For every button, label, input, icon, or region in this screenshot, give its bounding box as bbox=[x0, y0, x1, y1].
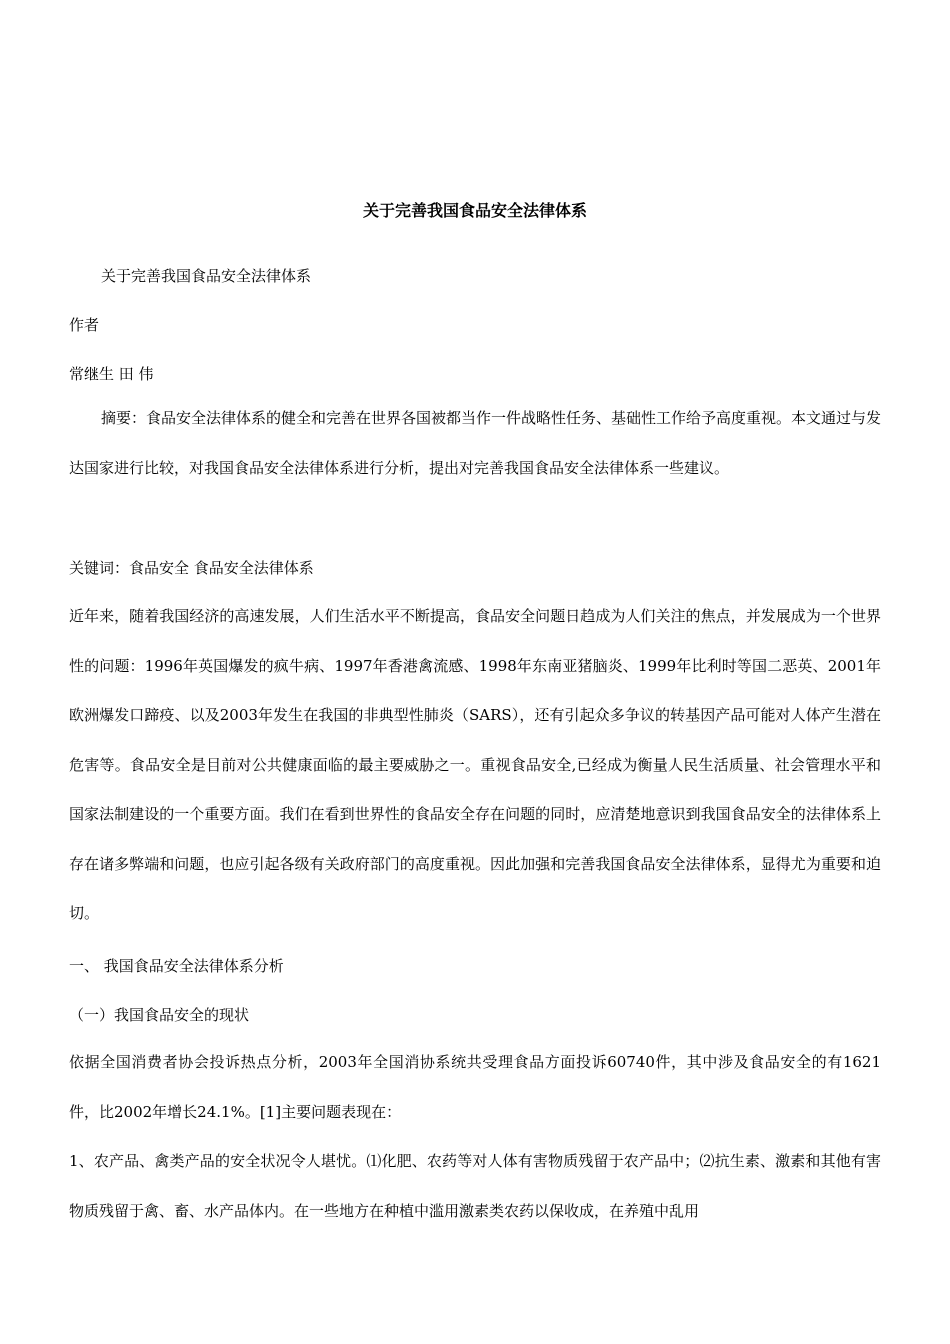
keywords-line: 关键词：食品安全 食品安全法律体系 bbox=[69, 559, 314, 577]
subsection-heading: （一）我国食品安全的现状 bbox=[69, 1006, 250, 1024]
document-subtitle: 关于完善我国食品安全法律体系 bbox=[101, 267, 312, 285]
document-title: 关于完善我国食品安全法律体系 bbox=[362, 201, 587, 220]
abstract-paragraph: 摘要：食品安全法律体系的健全和完善在世界各国被都当作一件战略性任务、基础性工作给予高度重视。本文通过与发达国家进行比较，对我国食品安全法律体系进行分析，提出对完善我国食品安全法律体系一些建议。 bbox=[69, 409, 882, 477]
author-names: 常继生 田 伟 bbox=[69, 365, 154, 383]
author-label: 作者 bbox=[69, 316, 100, 334]
item-paragraph: 1、农产品、禽类产品的安全状况令人堪忧。⑴化肥、农药等对人体有害物质残留于农产品中；⑵抗生素、激素和其他有害物质残留于禽、畜、水产品体内。在一些地方在种植中滥用激素类农药以保收成，在养殖中乱用 bbox=[69, 1152, 881, 1220]
intro-paragraph: 近年来，随着我国经济的高速发展，人们生活水平不断提高，食品安全问题日趋成为人们关注的焦点，并发展成为一个世界性的问题：1996年英国爆发的疯牛病、1997年香港禽流感、1998年东南亚猪脑炎、1999年比利时等国二恶英、2001年欧洲爆发口蹄疫、以及2003年发生在我国的非典型性肺炎（SARS），还有引起众多争议的转基因产品可能对人体产生潜在危害等。食品安全是目前对公共健康面临的最主要威胁之一。重视食品安全,已经成为衡量人民生活质量、社会管理水平和国家法制建设的一个重要方面。我们在看到世界性的食品安全存在问题的同时，应清楚地意识到我国食品安全的法律体系上存在诸多弊端和问题，也应引起各级有关政府部门的高度重视。因此加强和完善我国食品安全法律体系，显得尤为重要和迫切。 bbox=[69, 607, 881, 922]
stats-paragraph: 依据全国消费者协会投诉热点分析，2003年全国消协系统共受理食品方面投诉60740件，其中涉及食品安全的有1621件，比2002年增长24.1%。[1]主要问题表现在： bbox=[69, 1053, 881, 1121]
section-heading: 一、 我国食品安全法律体系分析 bbox=[69, 957, 284, 975]
